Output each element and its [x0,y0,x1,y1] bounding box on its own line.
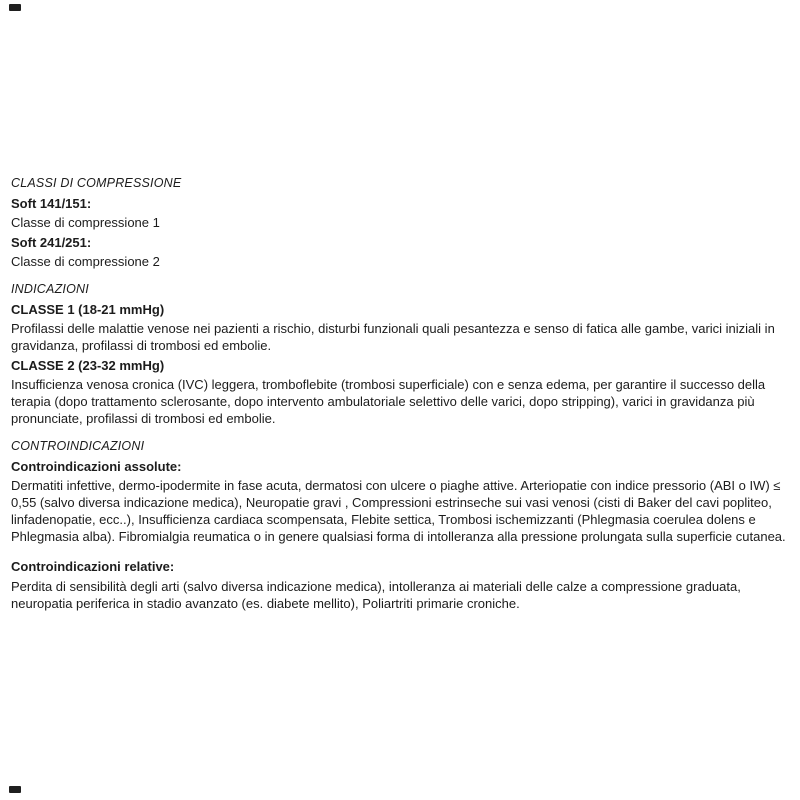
compression-classes-heading: CLASSI DI COMPRESSIONE [11,176,182,190]
compression-class-value-1: Classe di compressione 1 [11,215,160,230]
class-2-description: Insufficienza venosa cronica (IVC) leggera, tromboflebite (trombosi superficiale) con e senza edema, per garantire il successo della terapia (dopo trattamento sclerosante, dopo intervento ambulatoriale selettivo delle varici, dopo stripping), varici in gravidanza più pronunciate, profilassi di trombosi ed embolie. [11,377,766,426]
section-indications [11,281,789,427]
absolute-contraindications-title: Controindicazioni assolute: [11,458,182,474]
compression-class-value-2: Classe di compressione 2 [11,254,160,269]
relative-contraindications-title: Controindicazioni relative: [11,559,175,574]
product-description-content [11,172,789,614]
clipped-text-fragment-bottom [9,786,21,793]
product-line-label-soft-241-251: Soft 241/251: [11,234,92,250]
relative-contraindications-text: Perdita di sensibilità degli arti (salvo diversa indicazione medica), intolleranza ai materiali delle calze a compressione graduata, neuropatia periferica in stadio avanzato (es. diabete mellito), Poliartriti primarie croniche. [11,578,741,611]
section-contraindications [11,438,789,612]
absolute-contraindications-text: Dermatiti infettive, dermo-ipodermite in fase acuta, dermatosi con ulcere o piaghe attive. Arteriopatie con indice pressorio (ABI o IW) ≤ 0,55 (salvo diversa indicazione medica), Neuropatie gravi , Compressioni estrinseche sui vasi venosi (cisti di Baker del cavi popliteo, linfadenopatie, ecc..), Insufficienza cardiaca scompensata, Flebite settica, Trombosi ischemizzanti (Phlegmasia coerulea dolens e Phlegmasia alba). Fibromialgia reumatica o in genere qualsiasi forma di intolleranza alla pressione prolungata sulla superficie cutanea. [11,478,786,544]
section-compression-classes [11,175,789,270]
class-2-title: CLASSE 2 (23-32 mmHg) [11,357,165,373]
indications-heading: INDICAZIONI [11,282,89,296]
class-1-title: CLASSE 1 (18-21 mmHg) [11,301,165,317]
contraindications-heading: CONTROINDICAZIONI [11,439,145,453]
clipped-text-fragment-top [9,4,21,11]
product-line-label-soft-141-151: Soft 141/151: [11,195,92,211]
class-1-description: Profilassi delle malattie venose nei pazienti a rischio, disturbi funzionali quali pesantezza e senso di fatica alle gambe, varici iniziali in gravidanza, profilassi di trombosi ed embolie. [11,321,775,353]
